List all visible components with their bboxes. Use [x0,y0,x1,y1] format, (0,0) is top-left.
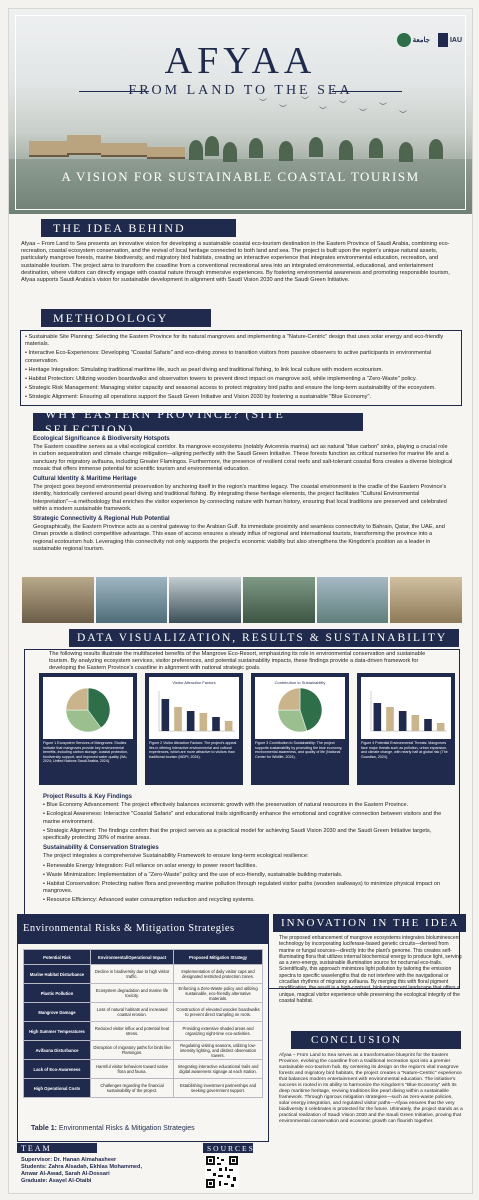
photo-boardwalk [390,577,462,623]
idea-text: Afyaa – From Land to Sea presents an innovative vision for developing a sustainable coastal eco-tourism destination in the Eastern Province of Saudi Arabia, combining eco-recreation, coastal ecosystem conservation, and the revival of local heritage connected to both land and sea. The project is built upon the region's unique natural assets, particularly mangrove forests, marine biodiversity, and migratory bird habitats, creating an interactive experience that integrates environmental education, recreation, and sustainable tourism. The project aims to transform the coastline from a conventional recreational area into an integrated environmental, educational, and entertainment destination, where visitors can directly engage with coastal nature through immersive experiences. By fostering environmental awareness and promoting responsible tourism, Afyaa supports Saudi Arabia's vision for sustainable development in alignment with Saudi Vision 2030 and the Saudi Green Initiative. [21,241,450,284]
sustainability-pie-chart [255,677,345,739]
sources-heading: SOURCES [203,1143,253,1153]
bar [174,707,182,731]
innovation-heading: INNOVATION IN THE IDEA [273,914,466,932]
impact-cell: Harmful visitor behaviors toward native flora and fauna. [91,1060,174,1079]
poster-subtitle: FROM LAND TO THE SEA [128,83,353,98]
table-header: Potential Risk [24,950,91,965]
figure-3 [251,673,349,785]
conclusion-text: Afyaa – From Land to Sea serves as a transformative blueprint for the Eastern Province, evolving the coastline from a traditional recreation spot into a premier sustainable eco-tourism hub. By centering its design on the region's vital mangrove forests and migratory bird habitats, the project creates a "Nature-Centric" experience that balances modern entertainment with environmental education. The initiative's success is rooted in its ability to harmonize the Kingdom's "Blue Economy" with its deep maritime heritage, reviving traditions like pearl diving within a sustainable framework. Through rigorous mitigation strategies—such as zero-waste policies, solar energy integration, and regulated visitor paths—Afyaa ensures that the very biodiversity it celebrates is protected for the future. Ultimately, the project stands as a practical realization of Saudi Vision 2030 and the Saudi Green Initiative, proving that environmental conservation and economic growth can flourish together. [279,1053,463,1124]
figure-3-caption: Figure 3 Contribution to Sustainability: The project supports sustainability by promoting the blue economy, environmental awareness, and quality of life (National Center for Wildlife, 2024). [255,741,343,759]
table-row [24,1060,263,1079]
bar [162,699,170,731]
pie-slice [66,688,88,710]
photo-boats [96,577,168,623]
photo-coast [317,577,389,623]
poster-title: AFYAA [164,40,317,82]
sustain-item: • Resource Efficiency: Advanced water consumption reduction and recycling systems. [43,897,255,904]
bar [424,719,432,731]
photo-strip [22,577,462,623]
bar [374,703,382,731]
team-heading: TEAM [17,1143,97,1153]
sustain-item: • Habitat Conservation: Protecting native flora and preventing marine pollution through regulated visitor paths (wooden walkways) to minimize physical impact on mangroves. [43,881,441,895]
iau-logo: IAU [438,31,462,49]
mitigation-cell: Integrating interactive educational trails and digital awareness signage at each station. [174,1060,263,1079]
method-item: • Strategic Alignment: Ensuring all operations support the Saudi Green Initiative and Vision 2030 by fostering a sustainable "Blue Economy". [25,394,372,401]
hero-image: ︶ ︶ ︶ ︶ ︶ ︶ ︶ ︶ جامعة IAU AFYAA FROM LAND TO THE SEA A VISION FOR SUSTAINABLE COASTAL TOURISM [9,9,472,214]
site-subtitle: Strategic Connectivity & Regional Hub Potential [33,516,170,523]
figure-3-chart [255,677,345,739]
table-header: Proposed Mitigation Strategy [174,950,263,965]
bar [212,717,220,731]
table-row [24,1022,263,1041]
table-row [24,1003,263,1022]
method-item: • Strategic Risk Management: Managing visitor capacity and seasonal access to protect migratory bird paths and ensure the long-term sustainability of the ecosystem. [25,385,436,392]
innovation-text: The proposed enhancement of mangrove ecosystems integrates bioluminescent technology by incorporating luciferase-based genetic circuits—derived from marine or fungal sources—directly into the plant's genome. This creates self-illuminating flora that utilizes internal biochemical energy to produce light, serving as a zero-energy, sustainable illumination source for nocturnal eco-trails. Scientifically, this approach minimizes light pollution by tailoring the emission spectra to specific wavelengths that do not interfere with the navigational or circadian rhythms of migratory avifauna. By merging this with floral pigment modification, the result is a high-contrast, bioluminescent landscape that offers a unique, magical visitor experience while preserving the ecological integrity of the coastal habitat. [279,935,462,1004]
table-row [24,1079,263,1098]
figure-1-chart [43,677,133,739]
photo-mangroves [243,577,315,623]
impact-cell: Loss of natural habitats and increased coastal erosion. [91,1003,174,1022]
mitigation-cell: Construction of elevated wooden boardwalks to prevent direct trampling on roots. [174,1003,263,1022]
sustain-item: • Renewable Energy Integration: Full reliance on solar energy to power resort facilities. [43,862,258,869]
ecosystem-pie-chart [43,677,133,739]
team-students-2: Anwar Al-Awad, Sarah Al-Dossari [21,1171,110,1177]
risk-name-cell: High Summer Temperatures [24,1022,91,1041]
risks-table [23,949,263,1098]
figure-1 [39,673,137,785]
impact-cell: Disruption of migratory paths for birds like Flamingos. [91,1041,174,1060]
site-paragraph: The Eastern coastline serves as a vital ecological corridor. Its mangrove ecosystems (notably Avicennia marina) act as natural "blue carbon" sinks, playing a crucial role in carbon sequestration and climate change mitigation—aligning perfectly with the Saudi Green Initiative. These forests function as critical nurseries for marine life and a sanctuary for migratory avifauna, including Greater Flamingos. Furthermore, the presence of resilient coral reefs and salt-tolerant coastal flora creates a diverse biological mosaic that offers immense potential for scientific tourism and environmental education. [33,444,453,472]
site-paragraph: Geographically, the Eastern Province acts as a central gateway to the Arabian Gulf. Its immediate proximity and seamless connectivity to Bahrain, Qatar, the UAE, and Oman provide a distinct competitive advantage. This ease of access ensures a steady influx of regional and international tourists, transforming the province into a regional ecotourism hub. Leveraging this connectivity not only supports the project's economic viability but also strengthens the Kingdom's position as a leader in sustainable regional tourism. [33,524,445,552]
idea-heading: THE IDEA BEHIND [41,219,236,237]
site-subtitle: Cultural Identity & Maritime Heritage [33,476,137,483]
qr-code[interactable] [205,1155,239,1189]
risks-heading: Environmental Risks & Mitigation Strategies [17,914,269,944]
risk-name-cell: Lack of Eco-Awareness [24,1060,91,1079]
results-section [43,791,453,907]
poster [8,8,473,1194]
result-item: • Blue Economy Advancement: The project effectively balances economic growth with the preservation of natural resources in the Eastern Province. [43,802,409,809]
conclusion-heading: CONCLUSION [291,1031,461,1049]
site-text [33,433,453,555]
method-item: • Heritage Integration: Simulating traditional maritime life, such as pearl diving and traditional fishing, to link local culture with modern ecotourism. [25,366,383,373]
dataviz-intro: The following results illustrate the multifaceted benefits of the Mangrove Eco-Resort, emphasizing its role in environmental conservation and sustainable tourism. By analyzing ecosystem services, visitor preferences, and potential sustainability impacts, these findings provide a data-driven framework for developing the Eastern Province's coastline in alignment with national strategic goals. [49,651,426,672]
figure-2-chart [149,677,239,739]
method-item: • Interactive Eco-Experiences: Developing "Coastal Safaris" and eco-diving zones to transition visitors from passive observers to active participants in environmental conservation. [25,350,432,364]
threats-bar-chart [361,677,451,739]
photo-heritage [22,577,94,623]
method-item: • Sustainable Site Planning: Selecting the Eastern Province for its natural mangroves and implementing a "Nature-Centric" design that uses solar energy and eco-friendly materials. [25,334,444,348]
poster-tagline: A VISION FOR SUSTAINABLE COASTAL TOURISM [61,169,420,184]
site-subtitle: Ecological Significance & Biodiversity Hotspots [33,436,170,442]
site-paragraph: The project goes beyond environmental preservation by anchoring itself in the region's maritime legacy. The coastal environment is the cradle of the Eastern Province's identity, historically centered around pearl diving and traditional fishing. By integrating these heritage elements, the project facilitates "Cultural Environmental Interpretation"—a methodology that enriches the visitor experience by connecting nature with human history, ensuring that local traditions are preserved and celebrated within a modern sustainable framework. [33,484,447,512]
photo-diving [169,577,241,623]
method-item: • Habitat Protection: Utilizing wooden boardwalks and observation towers to prevent direct impact on mangrove soil, while implementing a "Zero-Waste" policy. [25,376,417,383]
methodology-heading: METHODOLOGY [41,309,211,327]
results-title: Project Results & Key Findings [43,794,133,800]
team-students: Students: Zahra Alsadah, Ekhlas Mohammed, [21,1164,143,1170]
risk-name-cell: High Operational Costs [24,1079,91,1098]
table-header: Environmental/Operational Impact [91,950,174,965]
bar [412,715,420,731]
table-row [24,1041,263,1060]
risk-name-cell: Avifauna Disturbance [24,1041,91,1060]
mitigation-cell: Implementation of daily visitor caps and designated restricted protection zones. [174,965,263,984]
result-item: • Strategic Alignment: The findings confirm that the project serves as a practical model for achieving Saudi Vision 2030 and the Saudi Green Initiative targets, specifically protecting 30% of marine areas. [43,827,432,842]
bar [225,721,233,731]
site-heading: WHY EASTERN PROVINCE? (SITE SELECTION) [33,413,363,431]
dataviz-heading: DATA VISUALIZATION, RESULTS & SUSTAINABILITY [69,629,459,647]
bar [437,723,445,731]
methodology-list [25,334,458,404]
table-body [24,965,263,1098]
impact-cell: Reduced visitor influx and potential heat stress. [91,1022,174,1041]
table-row [24,984,263,1003]
risk-name-cell: Marine Habitat Disturbance [24,965,91,984]
sustain-item: • Waste Minimization: Implementation of a "Zero-Waste" policy and the use of eco-friendly, sustainable building materials. [43,871,343,878]
bar [399,711,407,731]
chart-title: Visitor Attraction Factors [172,680,216,685]
team-graduate: Graduate: Asayel Al-Otaibi [21,1178,92,1184]
risk-name-cell: Mangrove Damage [24,1003,91,1022]
bar [386,707,394,731]
bar [187,711,195,731]
figure-2-caption: Figure 2 Visitor Attraction Factors: The project's appeal lies in offering interactive environmental and cultural experiences, which are more attractive to visitors than traditional tourism (MDPI, 2024). [149,741,237,759]
figure-2 [145,673,243,785]
figure-1-caption: Figure 1 Ecosystem Services of Mangroves: Studies indicate that mangroves provide key environmental benefits, including carbon storage, coastal protection, biodiversity support, and improved water quality (Wu, 2024; United Nations Saudi Arabia, 2024). [43,741,128,763]
pie-slice [278,688,300,710]
risk-name-cell: Plastic Pollution [24,984,91,1003]
mitigation-cell: Establishing investment partnerships and seeking government support. [174,1079,263,1098]
impact-cell: Decline in biodiversity due to high visitor traffic. [91,965,174,984]
table-caption: Table 1: Environmental Risks & Mitigation Strategies [31,1125,195,1132]
university-seal-logo: جامعة [397,31,430,49]
sustain-title: Sustainability & Conservation Strategies [43,845,159,852]
figure-4-caption: Figure 4 Potential Environmental Threats: Mangroves face major threats such as pollution, urban expansion, and climate change, with nearly half at global risk (The Guardian, 2024). [361,741,448,759]
team-supervisor: Supervisor: Dr. Hanan Almahasheer [21,1157,117,1163]
table-header-row [24,950,263,965]
mitigation-cell: Enforcing a Zero-Waste policy and utilizing sustainable, eco-friendly alternative materials. [174,984,263,1003]
figure-4 [357,673,455,785]
sustain-intro: The project integrates a comprehensive Sustainability Framework to ensure long-term ecological resilience: [43,853,309,860]
impact-cell: Challenges regarding the financial sustainability of the project. [91,1079,174,1098]
bar [200,713,208,731]
result-item: • Ecological Awareness: Interactive "Coastal Safaris" and educational trails significantly enhance the emotional and cognitive connection between visitors and the marine environment. [43,811,442,825]
impact-cell: Ecosystem degradation and marine life toxicity. [91,984,174,1003]
visitor-bar-chart [149,677,239,739]
figure-4-chart [361,677,451,739]
methodology-box [20,330,462,406]
team-list [21,1157,142,1185]
mitigation-cell: Providing extensive shaded areas and organizing night-time eco-activities. [174,1022,263,1041]
table-row [24,965,263,984]
chart-title: Contribution to Sustainability [274,680,326,685]
mitigation-cell: Regulating visiting seasons, utilizing low-intensity lighting, and distinct observation towers. [174,1041,263,1060]
